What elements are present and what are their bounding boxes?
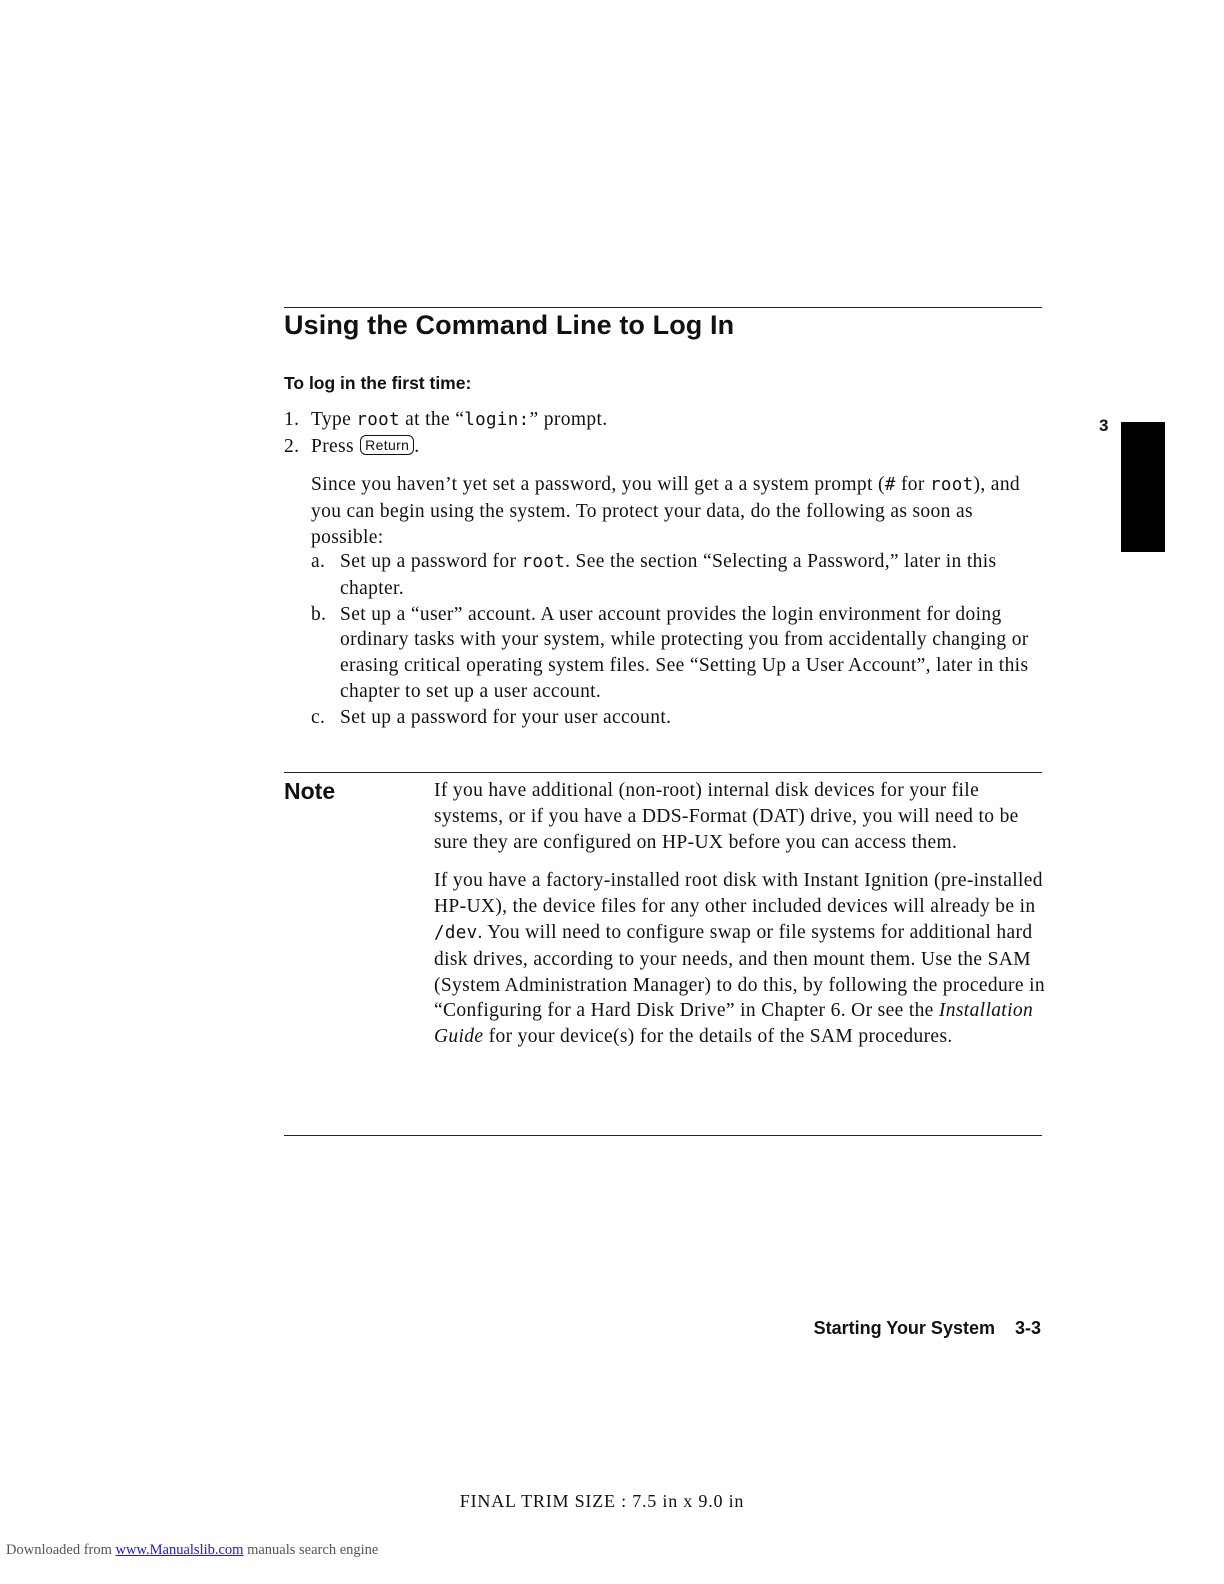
step-text: . <box>414 435 420 457</box>
note-body <box>434 778 1049 1063</box>
chapter-tab-number: 3 <box>1099 416 1109 435</box>
step-1 <box>284 407 1044 434</box>
footer-title: Starting Your System <box>813 1318 995 1338</box>
note-bottom-rule <box>284 1135 1042 1136</box>
list-text: Set up a password for your user account. <box>340 706 672 728</box>
code-root: root <box>521 552 566 572</box>
list-text-part: Set up a password for <box>340 551 522 572</box>
top-rule <box>284 307 1042 308</box>
note-text: for your device(s) for the details of the SAM procedures. <box>483 1026 953 1048</box>
step-2 <box>284 434 1044 460</box>
code-root: root <box>356 410 400 430</box>
note-paragraph-2 <box>434 868 1049 1050</box>
section-title: Using the Command Line to Log In <box>284 310 735 340</box>
return-key: Return <box>360 435 414 455</box>
para-text: ), and you can begin using the system. To protect your data, do the following as soon as possible: <box>311 474 1021 548</box>
step-text: Type <box>311 409 357 430</box>
note-label: Note <box>284 778 336 804</box>
sub-list <box>311 549 1046 731</box>
note-text: . You will need to configure swap or file systems for additional hard disk drives, according to your needs, and then mount them. Use the SAM (System Administration Manager) to do this, by following the procedure in “Configuring for a Hard Disk Drive” in Chapter 6. Or see the <box>434 921 1045 1022</box>
download-text: Downloaded from <box>6 1542 116 1558</box>
installation-guide-title: Installation Guide <box>434 1000 1034 1048</box>
note-top-rule <box>284 772 1042 773</box>
trim-size-note: FINAL TRIM SIZE : 7.5 in x 9.0 in <box>459 1491 745 1511</box>
para-text: Since you haven’t yet set a password, you will get a a system prompt ( <box>311 474 885 495</box>
step-text: ” prompt. <box>529 409 608 430</box>
list-text: Set up a “user” account. A user account provides the login environment for doing ordinary tasks with your system, while protecting you from accidentally changing or erasing critical operating system files. See “Setting Up a User Account”, later in this chapter to set up a user account. <box>340 603 1029 702</box>
download-text: manuals search engine <box>243 1542 379 1558</box>
steps-list <box>284 407 1044 460</box>
para-text: for <box>895 474 930 495</box>
list-text-part: . See the section “Selecting a Password,” later in this chapter. <box>340 551 997 599</box>
list-label: b. <box>311 603 327 625</box>
list-item <box>311 549 1046 602</box>
note-paragraph-1: If you have additional (non-root) internal disk devices for your file systems, or if you have a DDS-Format (DAT) drive, you will need to be sure they are configured on HP-UX before you can access them. <box>434 780 1019 853</box>
note-text: If you have a factory-installed root disk with Instant Ignition (pre-installed HP-UX), the device files for any other included devices will already be in <box>434 870 1043 918</box>
chapter-tab-bar <box>1121 422 1165 552</box>
list-label: c. <box>311 706 326 728</box>
manualslib-link[interactable]: www.Manualslib.com <box>115 1542 244 1558</box>
list-item <box>311 602 1046 705</box>
code-hash: # <box>884 475 896 495</box>
step-text: at the “ <box>399 409 465 430</box>
code-root: root <box>929 475 974 495</box>
step-number: 2. <box>284 435 300 457</box>
page-number: 3-3 <box>1014 1318 1041 1338</box>
list-item <box>311 705 1046 731</box>
download-banner <box>6 1542 378 1559</box>
step-number: 1. <box>284 409 300 430</box>
list-text <box>340 549 1046 602</box>
intro-paragraph <box>311 472 1036 550</box>
code-dev: /dev <box>434 922 478 943</box>
page-footer <box>814 1318 1041 1339</box>
subheading: To log in the first time: <box>284 373 472 393</box>
code-login: login: <box>464 410 530 430</box>
step-text: Press <box>311 435 360 457</box>
list-label: a. <box>311 551 326 572</box>
